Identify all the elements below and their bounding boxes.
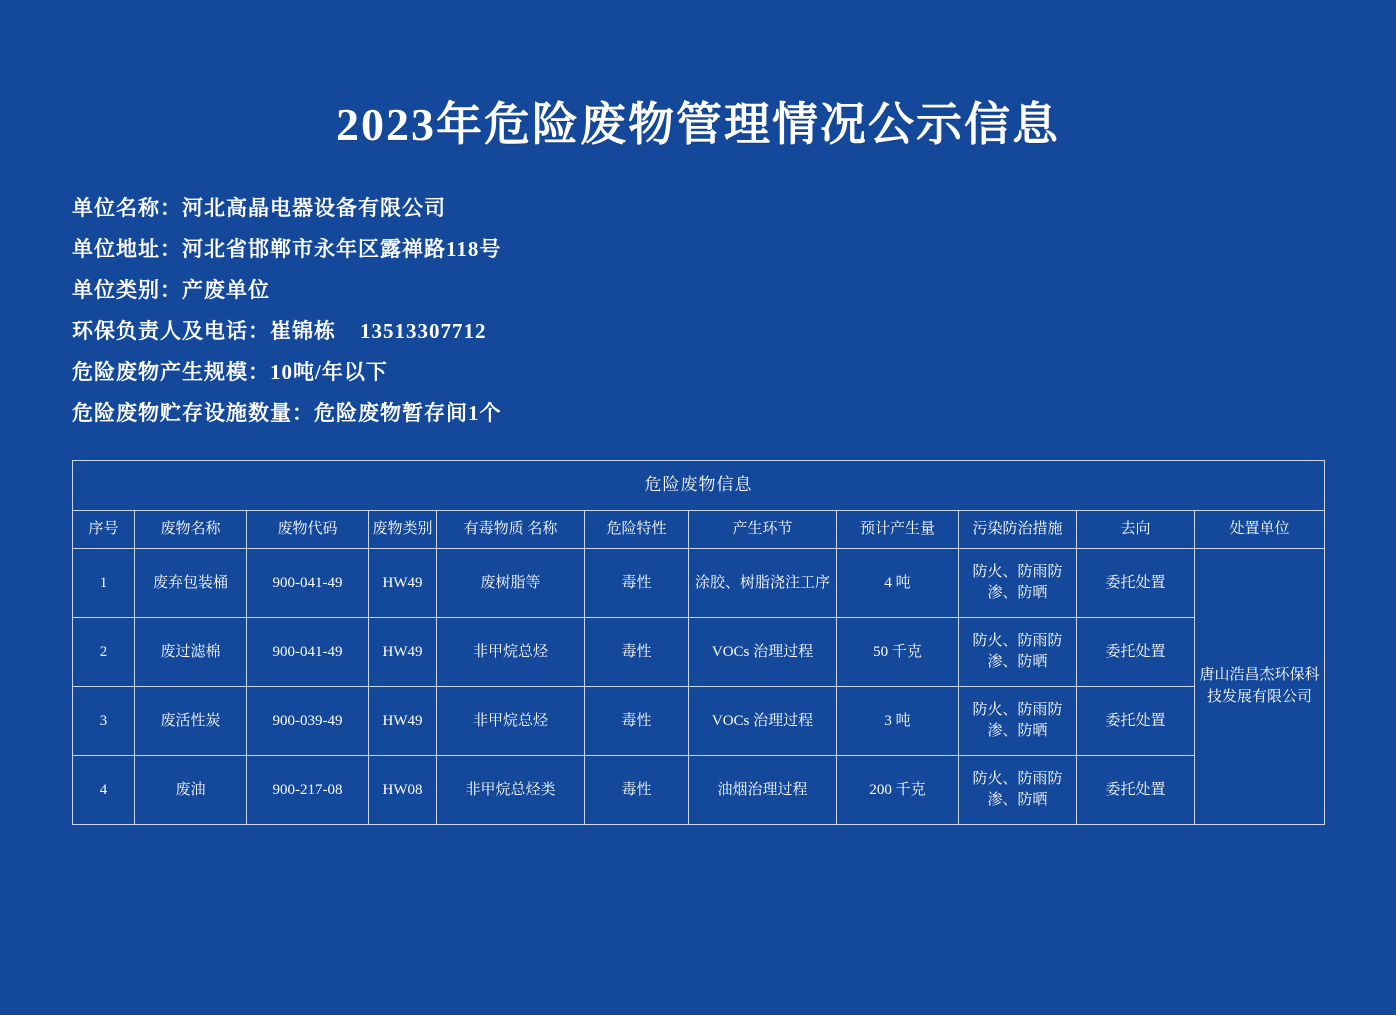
cell-pollution-control: 防火、防雨防渗、防晒 bbox=[959, 549, 1077, 618]
cell-destination: 委托处置 bbox=[1077, 687, 1195, 756]
cell-hazard-property: 毒性 bbox=[585, 618, 689, 687]
info-value: 10吨/年以下 bbox=[270, 360, 388, 384]
info-row-contact bbox=[72, 311, 1324, 352]
info-label: 危险废物贮存设施数量： bbox=[72, 401, 314, 425]
column-header-waste-category: 废物类别 bbox=[369, 510, 437, 549]
cell-waste-code: 900-041-49 bbox=[247, 618, 369, 687]
info-row-company-type bbox=[72, 270, 1324, 311]
info-value-name: 崔锦栋 bbox=[270, 319, 336, 343]
info-row-scale bbox=[72, 352, 1324, 393]
column-header-pollution-control: 污染防治措施 bbox=[959, 510, 1077, 549]
column-header-waste-name: 废物名称 bbox=[135, 510, 247, 549]
cell-waste-name: 废弃包装桶 bbox=[135, 549, 247, 618]
cell-waste-code: 900-217-08 bbox=[247, 756, 369, 825]
cell-toxic-substance: 非甲烷总烃 bbox=[437, 618, 585, 687]
table-header-row bbox=[73, 510, 1325, 549]
column-header-toxic-substance: 有毒物质 名称 bbox=[437, 510, 585, 549]
cell-generation-stage: 涂胶、树脂浇注工序 bbox=[689, 549, 837, 618]
cell-generation-stage: VOCs 治理过程 bbox=[689, 618, 837, 687]
table-row bbox=[73, 756, 1325, 825]
info-row-company-address bbox=[72, 229, 1324, 270]
cell-estimated-amount: 4 吨 bbox=[837, 549, 959, 618]
cell-waste-name: 废活性炭 bbox=[135, 687, 247, 756]
page-title: 2023年危险废物管理情况公示信息 bbox=[336, 99, 1060, 150]
cell-destination: 委托处置 bbox=[1077, 549, 1195, 618]
cell-pollution-control: 防火、防雨防渗、防晒 bbox=[959, 756, 1077, 825]
info-value: 危险废物暂存间1个 bbox=[314, 401, 502, 425]
info-label: 单位名称： bbox=[72, 196, 182, 220]
cell-no: 1 bbox=[73, 549, 135, 618]
cell-waste-category: HW49 bbox=[369, 549, 437, 618]
cell-no: 2 bbox=[73, 618, 135, 687]
column-header-waste-code: 废物代码 bbox=[247, 510, 369, 549]
cell-destination: 委托处置 bbox=[1077, 756, 1195, 825]
cell-estimated-amount: 50 千克 bbox=[837, 618, 959, 687]
info-label: 环保负责人及电话： bbox=[72, 319, 270, 343]
table-row bbox=[73, 549, 1325, 618]
info-value: 河北省邯郸市永年区露禅路118号 bbox=[182, 237, 502, 261]
info-value: 河北高晶电器设备有限公司 bbox=[182, 196, 446, 220]
info-row-storage-facilities bbox=[72, 393, 1324, 434]
info-value: 产废单位 bbox=[182, 278, 270, 302]
cell-waste-name: 废过滤棉 bbox=[135, 618, 247, 687]
cell-toxic-substance: 废树脂等 bbox=[437, 549, 585, 618]
info-value-phone: 13513307712 bbox=[360, 319, 487, 343]
column-header-no: 序号 bbox=[73, 510, 135, 549]
column-header-generation-stage: 产生环节 bbox=[689, 510, 837, 549]
table-section-title: 危险废物信息 bbox=[73, 461, 1325, 511]
hazardous-waste-table bbox=[72, 460, 1325, 825]
info-row-company-name bbox=[72, 188, 1324, 229]
cell-generation-stage: VOCs 治理过程 bbox=[689, 687, 837, 756]
column-header-disposal-unit: 处置单位 bbox=[1195, 510, 1325, 549]
cell-toxic-substance: 非甲烷总烃类 bbox=[437, 756, 585, 825]
info-label: 单位类别： bbox=[72, 278, 182, 302]
cell-pollution-control: 防火、防雨防渗、防晒 bbox=[959, 618, 1077, 687]
company-info-list bbox=[72, 188, 1324, 434]
cell-waste-code: 900-041-49 bbox=[247, 549, 369, 618]
column-header-estimated-amount: 预计产生量 bbox=[837, 510, 959, 549]
info-label: 危险废物产生规模： bbox=[72, 360, 270, 384]
cell-pollution-control: 防火、防雨防渗、防晒 bbox=[959, 687, 1077, 756]
table-row bbox=[73, 618, 1325, 687]
cell-waste-name: 废油 bbox=[135, 756, 247, 825]
cell-hazard-property: 毒性 bbox=[585, 687, 689, 756]
cell-disposal-unit: 唐山浩昌杰环保科技发展有限公司 bbox=[1195, 549, 1325, 825]
info-label: 单位地址： bbox=[72, 237, 182, 261]
cell-estimated-amount: 200 千克 bbox=[837, 756, 959, 825]
cell-waste-category: HW49 bbox=[369, 618, 437, 687]
document-page bbox=[0, 88, 1396, 1015]
cell-waste-category: HW08 bbox=[369, 756, 437, 825]
cell-destination: 委托处置 bbox=[1077, 618, 1195, 687]
cell-hazard-property: 毒性 bbox=[585, 549, 689, 618]
cell-no: 4 bbox=[73, 756, 135, 825]
cell-estimated-amount: 3 吨 bbox=[837, 687, 959, 756]
cell-waste-code: 900-039-49 bbox=[247, 687, 369, 756]
column-header-hazard-property: 危险特性 bbox=[585, 510, 689, 549]
table-section-header-row bbox=[73, 461, 1325, 511]
column-header-destination: 去向 bbox=[1077, 510, 1195, 549]
cell-waste-category: HW49 bbox=[369, 687, 437, 756]
cell-toxic-substance: 非甲烷总烃 bbox=[437, 687, 585, 756]
table-row bbox=[73, 687, 1325, 756]
cell-hazard-property: 毒性 bbox=[585, 756, 689, 825]
cell-generation-stage: 油烟治理过程 bbox=[689, 756, 837, 825]
cell-no: 3 bbox=[73, 687, 135, 756]
